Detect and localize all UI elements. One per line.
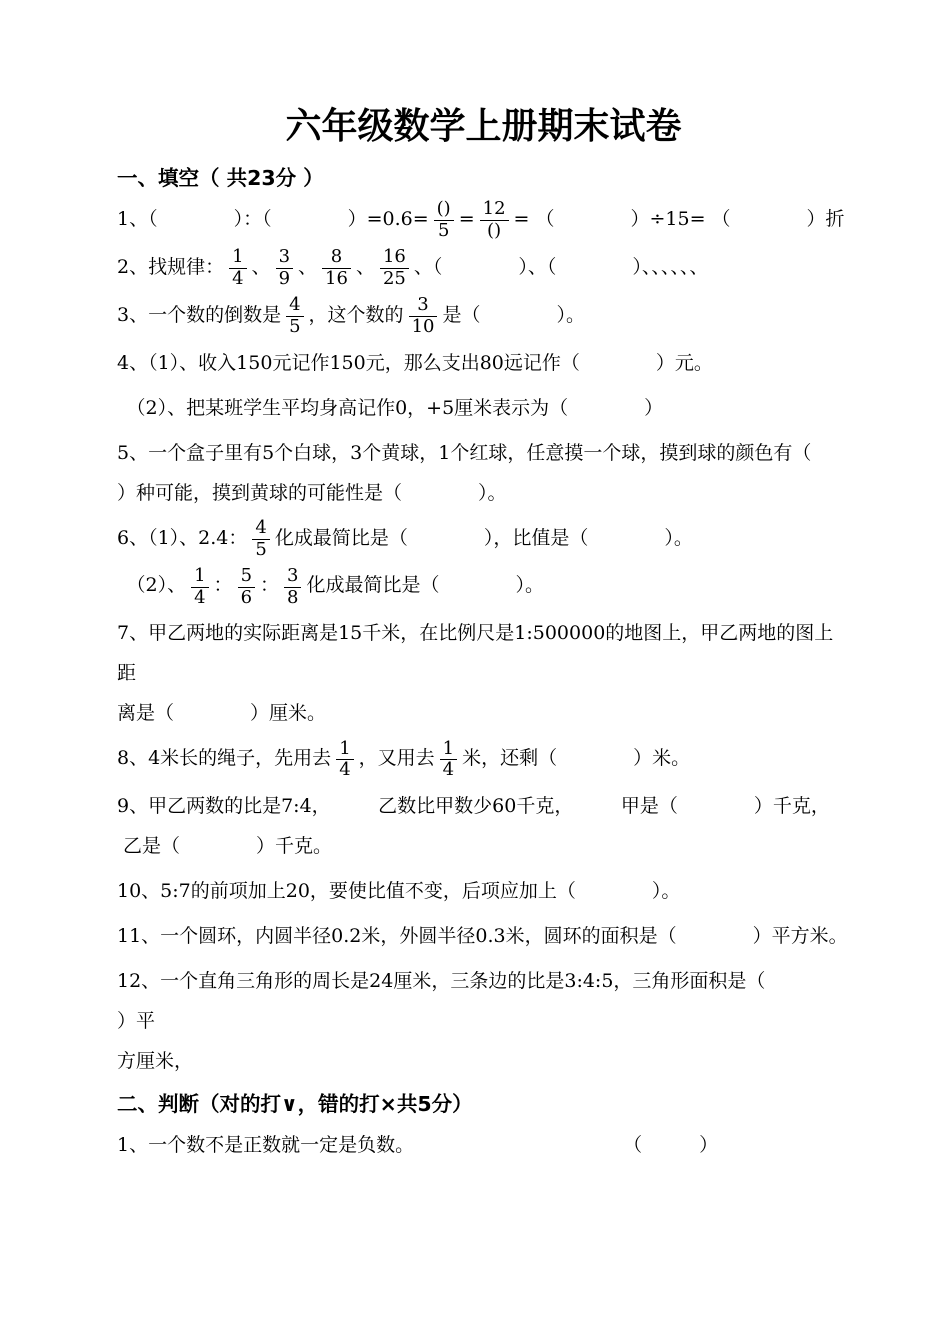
question-text: 1、（ ）：（ ）=0.6= xyxy=(117,208,429,230)
fraction-numerator: 4 xyxy=(286,295,303,317)
section-heading: 一、填空（ 共23分 ） xyxy=(117,166,324,190)
question xyxy=(117,565,850,608)
fraction xyxy=(434,199,454,241)
fraction xyxy=(336,739,353,781)
question xyxy=(117,961,850,1081)
question-text: （2）、 xyxy=(117,574,187,597)
fraction-denominator: 5 xyxy=(255,538,267,560)
question-text: 5、一个盒子里有5个白球，3个黄球，1个红球，任意摸一个球，摸到球的颜色有（ xyxy=(117,441,812,464)
fraction-numerator: 3 xyxy=(284,566,301,588)
page-title: 六年级数学上册期末试卷 xyxy=(285,105,682,147)
fraction-denominator: 5 xyxy=(289,315,301,337)
question-text: 方厘米， xyxy=(117,1050,194,1073)
fraction xyxy=(284,566,301,608)
question-text: 12、一个直角三角形的周长是24厘米，三条边的比是3:4:5，三角形面积是（ ）平 xyxy=(117,970,842,1033)
question-text: 11、一个圆环，内圆半径0.2米，外圆半径0.3米，圆环的面积是（ ）平方米。 xyxy=(117,925,848,948)
question xyxy=(117,388,850,428)
fraction xyxy=(409,295,438,337)
fraction-numerator: 4 xyxy=(252,518,269,540)
fraction-numerator: 1 xyxy=(440,739,457,761)
question-text: 6、（1）、2.4： xyxy=(117,526,248,549)
question-text: 10、5:7的前项加上20，要使比值不变，后项应加上（ ）。 xyxy=(117,880,681,903)
question xyxy=(117,343,850,383)
question-text: ： xyxy=(213,574,233,597)
fraction-numerator: 3 xyxy=(276,247,293,269)
question-text: ，这个数的 xyxy=(308,303,404,326)
question-text: ，又用去 xyxy=(358,747,435,770)
question-text: 4、（1）、收入150元记作150元，那么支出80远记作（ ）元。 xyxy=(117,351,713,374)
fraction xyxy=(252,518,269,560)
fraction-denominator: 6 xyxy=(240,586,253,608)
question-text: 米，还剩（ ）米。 xyxy=(462,747,691,770)
fraction-denominator: 16 xyxy=(325,268,348,289)
fraction-numerator: 1 xyxy=(191,566,208,588)
question xyxy=(117,295,850,338)
question xyxy=(117,1125,850,1165)
question-text: 3、一个数的倒数是 xyxy=(117,303,282,326)
fraction-denominator: 4 xyxy=(232,268,244,289)
question xyxy=(117,433,850,513)
fraction-numerator: 3 xyxy=(409,295,438,317)
question xyxy=(117,916,850,956)
fraction xyxy=(229,247,246,289)
fraction-numerator: () xyxy=(434,199,454,221)
fraction-numerator: 5 xyxy=(238,566,255,588)
question-text: 7、甲乙两地的实际距离是15千米，在比例尺是1:500000的地图上，甲乙两地的图上距 xyxy=(117,622,834,685)
question-text: = （ ）÷15= （ ）折 xyxy=(513,208,845,230)
question-text: 、（ ）、（ ）、、、、、、 xyxy=(413,255,709,278)
fraction-denominator: 4 xyxy=(442,759,455,781)
fraction xyxy=(286,295,303,337)
question xyxy=(117,738,850,781)
question-text: 9、甲乙两数的比是7:4， 乙数比甲数少60千克， 甲是（ ）千克， xyxy=(117,795,830,818)
fraction xyxy=(380,247,409,289)
fraction-denominator: 4 xyxy=(339,759,351,781)
fraction xyxy=(238,566,255,608)
fraction xyxy=(480,199,509,241)
fraction-denominator: 25 xyxy=(382,268,406,289)
fraction xyxy=(191,566,208,608)
question-text: 离是（ ）厘米。 xyxy=(117,702,327,725)
question-text: 化成最简比是（ ），比值是（ ）。 xyxy=(274,526,693,549)
fraction-denominator: 8 xyxy=(287,586,299,608)
question xyxy=(117,613,850,733)
question-text: 化成最简比是（ ）。 xyxy=(306,574,544,597)
fraction-denominator: () xyxy=(487,220,502,242)
fraction-numerator: 1 xyxy=(229,247,246,269)
question-text: 、 xyxy=(251,255,271,278)
question-text: 、 xyxy=(355,255,375,278)
question-text: 是（ ）。 xyxy=(442,303,585,326)
question-text: = xyxy=(458,208,475,230)
question xyxy=(117,199,850,242)
question-text: 乙是（ ）千克。 xyxy=(117,835,333,858)
fraction-denominator: 4 xyxy=(194,586,206,608)
fraction-denominator: 10 xyxy=(411,315,435,337)
question-text: （2）、把某班学生平均身高记作0，+5厘米表示为（ ） xyxy=(117,396,664,419)
question-text: 、 xyxy=(298,255,318,278)
exam-content xyxy=(117,163,850,1165)
fraction-numerator: 1 xyxy=(336,739,353,761)
question-text: ）种可能，摸到黄球的可能性是（ ）。 xyxy=(117,481,507,504)
fraction-numerator: 12 xyxy=(480,199,509,221)
question-text: 1、一个数不是正数就一定是负数。 （ ） xyxy=(117,1134,719,1157)
question xyxy=(117,786,850,866)
fraction-numerator: 16 xyxy=(380,247,409,269)
question-text: 8、4米长的绳子，先用去 xyxy=(117,747,332,770)
question xyxy=(117,518,850,561)
question xyxy=(117,871,850,911)
fraction xyxy=(322,247,351,289)
question xyxy=(117,247,850,290)
fraction-numerator: 8 xyxy=(322,247,351,269)
fraction xyxy=(276,247,293,289)
fraction-denominator: 5 xyxy=(437,220,450,242)
question-text: ： xyxy=(260,574,280,597)
fraction-denominator: 9 xyxy=(278,268,291,289)
section-heading: 二、判断（对的打∨，错的打×共5分） xyxy=(117,1092,473,1117)
fraction xyxy=(440,739,457,781)
question-text: 2、找规律： xyxy=(117,255,225,278)
